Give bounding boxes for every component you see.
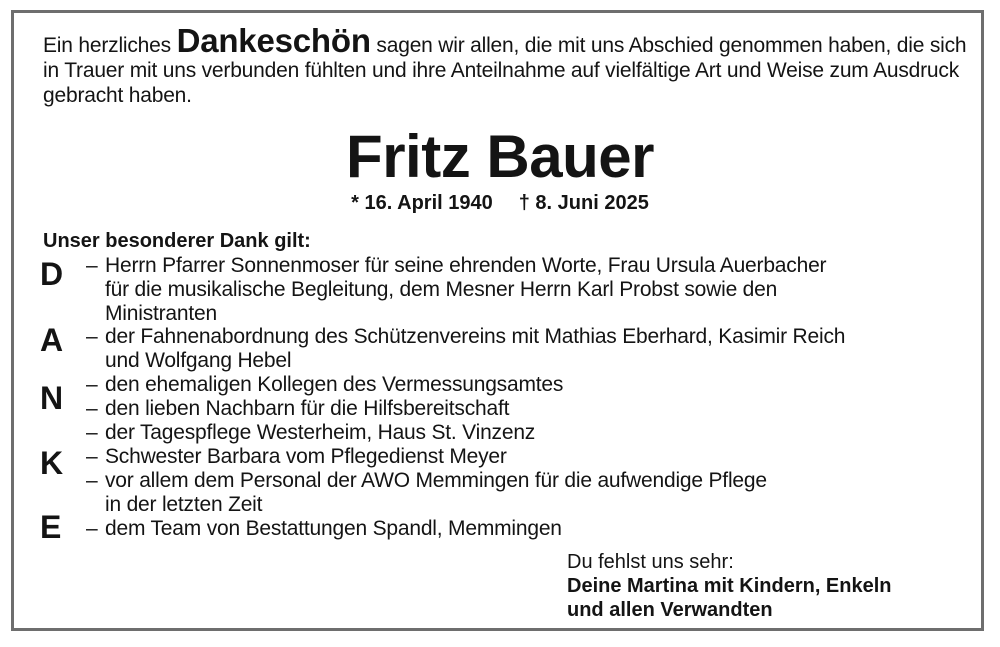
- danke-letter-e: E: [40, 509, 62, 545]
- intro-text: [43, 22, 968, 108]
- thanks-item: [86, 517, 966, 541]
- item-continuation: und Wolfgang Hebel: [105, 349, 292, 372]
- closing-block: [567, 550, 892, 622]
- item-text: Herrn Pfarrer Sonnenmoser für seine ehrenden Worte, Frau Ursula Auerbacher: [105, 254, 827, 277]
- thanks-item: [86, 397, 966, 421]
- item-text: der Fahnenabordnung des Schützenvereins mit Mathias Eberhard, Kasimir Reich: [105, 325, 846, 348]
- item-text: dem Team von Bestattungen Spandl, Memmingen: [105, 517, 562, 540]
- danke-letter-n: N: [40, 380, 64, 416]
- item-dash: –: [86, 397, 98, 420]
- closing-line: Du fehlst uns sehr:: [567, 551, 734, 573]
- thanks-item: [86, 445, 966, 469]
- danke-letter-a: A: [40, 322, 64, 358]
- item-dash: –: [86, 325, 98, 348]
- thanks-item: [86, 421, 966, 445]
- death-date: † 8. Juni 2025: [518, 192, 649, 214]
- danke-letter-d: D: [40, 256, 64, 292]
- item-continuation: für die musikalische Begleitung, dem Mesner Herrn Karl Probst sowie den: [105, 278, 778, 301]
- signature-line-2: und allen Verwandten: [567, 599, 773, 621]
- intro-after: sagen wir allen, die mit uns Abschied genommen haben, die sich in Trauer mit uns verbunden fühlten und ihre Anteilnahme auf vielfältige Art und Weise zum Ausdruck gebracht haben.: [43, 34, 967, 107]
- thanks-item: [86, 469, 966, 517]
- item-dash: –: [86, 373, 98, 396]
- item-text: den lieben Nachbarn für die Hilfsbereitschaft: [105, 397, 510, 420]
- thanks-heading: Unser besonderer Dank gilt:: [43, 230, 311, 252]
- item-dash: –: [86, 445, 98, 468]
- deceased-name: Fritz Bauer: [346, 123, 654, 190]
- thanks-item: [86, 373, 966, 397]
- item-continuation: Ministranten: [105, 302, 217, 325]
- danke-letter-k: K: [40, 445, 64, 481]
- item-text: vor allem dem Personal der AWO Memmingen für die aufwendige Pflege: [105, 469, 767, 492]
- thanks-item: [86, 254, 966, 326]
- item-text: den ehemaligen Kollegen des Vermessungsamtes: [105, 373, 564, 396]
- birth-date: * 16. April 1940: [351, 192, 493, 214]
- thanks-item: [86, 325, 966, 373]
- intro-before: Ein herzliches: [43, 34, 177, 57]
- item-continuation: in der letzten Zeit: [105, 493, 263, 516]
- item-dash: –: [86, 421, 98, 444]
- item-text: der Tagespflege Westerheim, Haus St. Vinzenz: [105, 421, 536, 444]
- item-dash: –: [86, 469, 98, 492]
- item-text: Schwester Barbara vom Pflegedienst Meyer: [105, 445, 507, 468]
- intro-emphasis: Dankeschön: [176, 22, 371, 59]
- item-dash: –: [86, 517, 98, 540]
- signature-line-1: Deine Martina mit Kindern, Enkeln: [567, 575, 892, 597]
- life-dates: [0, 190, 1000, 216]
- item-dash: –: [86, 254, 98, 277]
